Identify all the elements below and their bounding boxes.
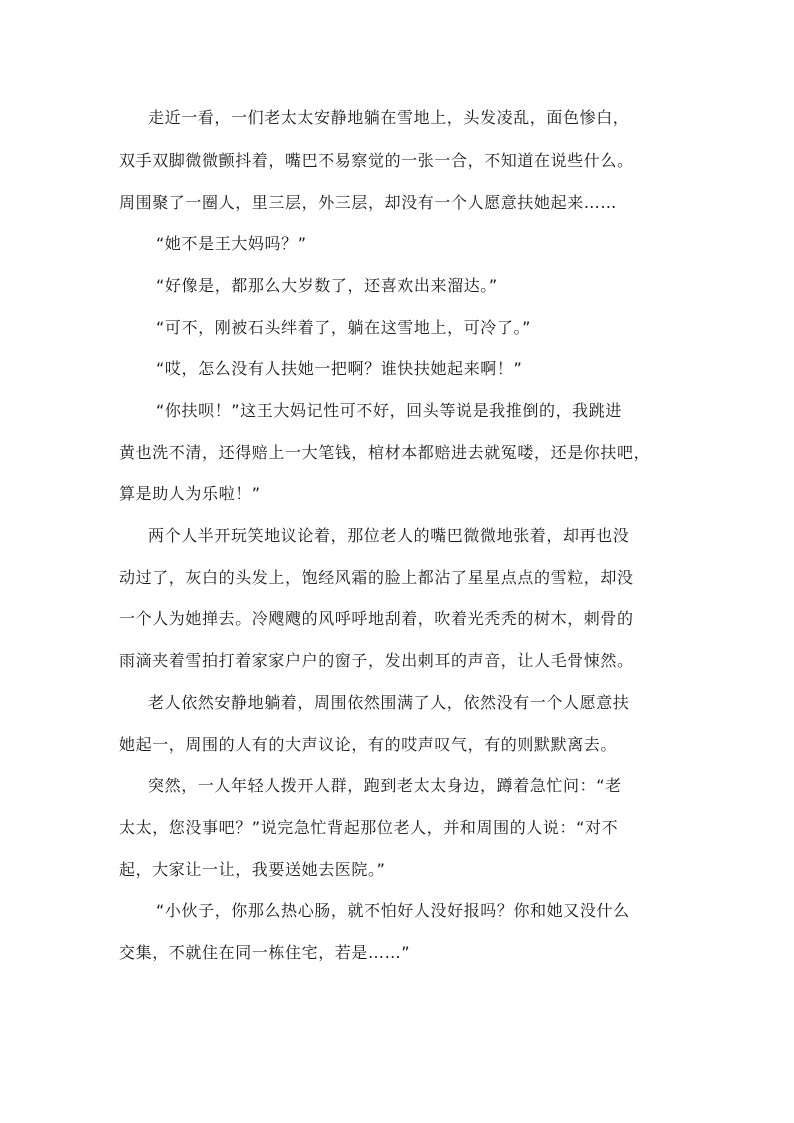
text-line: 交集，不就住在同一栋住宅，若是……”	[119, 943, 411, 962]
text-line: 双手双脚微微颤抖着，嘴巴不易察觉的一张一合，不知道在说些什么。	[119, 151, 634, 170]
text-line: 一个人为她掸去。冷飕飕的风呼呼地刮着，吹着光秃秃的树木，刺骨的	[119, 609, 634, 628]
text-line: 两个人半开玩笑地议论着，那位老人的嘴巴微微地张着，却再也没	[148, 526, 630, 545]
text-line: 黄也洗不清，还得赔上一大笔钱，棺材本都赔进去就冤喽，还是你扶吧，	[119, 443, 651, 462]
text-line: 周围聚了一圈人，里三层，外三层，却没有一个人愿意扶她起来……	[119, 193, 618, 212]
text-line: 动过了，灰白的头发上，饱经风霜的脸上都沾了星星点点的雪粒，却没	[119, 568, 634, 587]
text-line: 太太，您没事吧？”说完急忙背起那位老人，并和周围的人说：“对不	[119, 818, 619, 837]
text-line: “小伙子，你那么热心肠，就不怕好人没好报吗？你和她又没什么	[156, 901, 630, 920]
text-line: “好像是，都那么大岁数了，还喜欢出来溜达。”	[156, 276, 498, 295]
text-line: “你扶呗！”这王大妈记性可不好，回头等说是我推倒的，我跳进	[156, 401, 622, 420]
text-line: 算是助人为乐啦！”	[119, 484, 261, 503]
text-line: “她不是王大妈吗？”	[156, 234, 307, 253]
text-line: 她起一，周围的人有的大声议论，有的哎声叹气，有的则默默离去。	[119, 735, 618, 754]
text-line: 老人依然安静地躺着，周围依然围满了人，依然没有一个人愿意扶	[148, 693, 630, 712]
text-line: 起，大家让一让，我要送她去医院。”	[119, 860, 386, 879]
text-line: 走近一看，一们老太太安静地躺在雪地上，头发凌乱，面色惨白，	[148, 108, 630, 127]
text-line: “哎，怎么没有人扶她一把啊？谁快扶她起来啊！”	[156, 359, 523, 378]
text-line: “可不，刚被石头绊着了，躺在这雪地上，可冷了。”	[156, 318, 531, 337]
text-line: 雨滴夹着雪拍打着家家户户的窗子，发出刺耳的声音，让人毛骨悚然。	[119, 651, 634, 670]
text-line: 突然，一人年轻人拨开人群，跑到老太太身边，蹲着急忙问：“老	[148, 776, 622, 795]
